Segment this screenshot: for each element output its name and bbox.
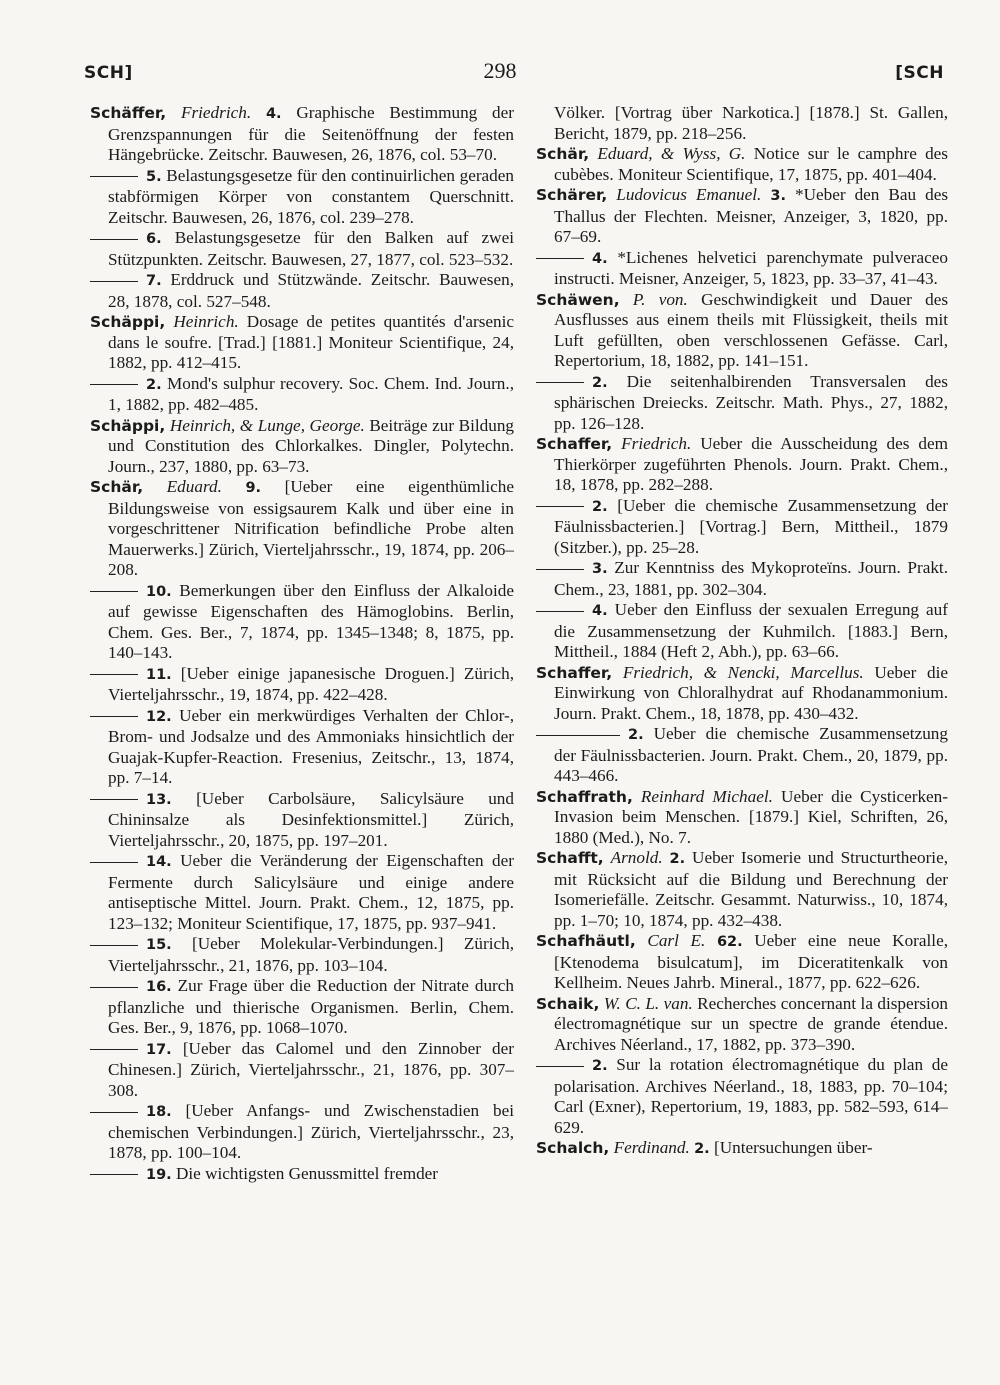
entry-number: 2. xyxy=(146,376,162,393)
bibliography-entry xyxy=(90,976,514,1039)
ditto-dash xyxy=(90,591,138,592)
entry-text: Belastungsgesetze für den Balken auf zwei Stützpunkten. Zeitschr. Bauwesen, 27, 1877, col. 523–532. xyxy=(108,228,514,269)
ditto-dash xyxy=(90,1174,138,1175)
entry-author: Schäppi, xyxy=(90,313,166,331)
bibliography-entry xyxy=(90,477,514,581)
entry-text: Ueber die Veränderung der Eigenschaften der Fermente durch Salicylsäure und einige andere antiseptische Mittel. Journ. Prakt. Chem., 12, 1875, pp. 123–132; Moniteur Scientifique, 17, 1875, pp. 937–941. xyxy=(108,851,514,933)
bibliography-entry xyxy=(536,600,948,663)
entry-given-name: Arnold. xyxy=(610,848,663,867)
entry-text: Beiträge zur Bildung und Constitution des Chlorkalkes. Dingler, Polytechn. Journ., 237, 1880, pp. 63–73. xyxy=(108,415,515,476)
right-column xyxy=(536,103,948,1160)
ditto-dash xyxy=(90,987,138,988)
entry-number: 2. xyxy=(628,727,644,743)
entry-author: Schaffer, xyxy=(536,663,613,682)
ditto-dash xyxy=(90,716,138,717)
entry-text: Notice sur le camphre des cubèbes. Moniteur Scientifique, 17, 1875, pp. 401–404. xyxy=(554,144,948,184)
bibliography-entry xyxy=(90,934,514,976)
entry-text: Bemerkungen über den Einfluss der Alkaloide auf gewisse Eigenschaften des Hämoglobins. Berlin, Chem. Ges. Ber., 7, 1874, pp. 1345–1348; 8, 1875, pp. 140–143. xyxy=(108,580,514,662)
entry-text: Ueber die chemische Zusammensetzung der Fäulnissbacterien. Journ. Prakt. Chem., 20, 1879, pp. 443–466. xyxy=(554,724,948,785)
entry-given-name: Ludovicus Emanuel. xyxy=(616,185,762,204)
ditto-dash xyxy=(536,611,584,612)
bibliography-entry xyxy=(536,787,948,849)
page-number: 298 xyxy=(483,58,517,83)
entry-number: 5. xyxy=(146,168,162,185)
entry-number: 11. xyxy=(146,666,172,683)
entry-given-name: P. von. xyxy=(632,289,688,309)
bibliography-entry xyxy=(536,931,948,994)
bibliography-entry xyxy=(90,1039,514,1102)
ditto-dash xyxy=(536,735,620,736)
bibliography-entry xyxy=(90,312,514,374)
bibliography-entry xyxy=(536,1138,948,1160)
bibliography-entry xyxy=(90,270,514,312)
entry-text: [Ueber das Calomel und den Zinnober der Chinesen.] Zürich, Vierteljahrsschr., 21, 1876, pp. 307–308. xyxy=(108,1038,515,1100)
entry-number: 10. xyxy=(146,583,172,600)
entry-author: Schäwen, xyxy=(536,290,620,309)
bibliography-entry xyxy=(536,434,948,496)
entry-number: 2. xyxy=(592,374,608,391)
entry-author: Schafft, xyxy=(536,849,604,867)
ditto-dash xyxy=(90,674,138,675)
entry-number: 3. xyxy=(592,561,608,577)
entry-given-name: Heinrich, & Lunge, George. xyxy=(169,415,365,435)
entry-author: Schaik, xyxy=(536,994,600,1013)
entry-author: Schär, xyxy=(536,145,590,163)
entry-number: 62. xyxy=(716,934,743,950)
entry-author: Schäppi, xyxy=(90,416,166,435)
ditto-dash xyxy=(90,1049,138,1050)
entry-number: 19. xyxy=(146,1166,172,1183)
entry-number: 4. xyxy=(592,250,608,267)
entry-number: 2. xyxy=(592,498,608,515)
entry-text: Ueber die Einwirkung von Chloralhydrat auf Rhodanammonium. Journ. Prakt. Chem., 18, 1878, pp. 430–432. xyxy=(554,662,948,723)
entry-number: 2. xyxy=(592,1058,608,1074)
entry-number: 18. xyxy=(146,1104,172,1120)
entry-given-name: Friedrich. xyxy=(621,434,692,453)
entry-given-name: W. C. L. van. xyxy=(603,993,693,1013)
entry-number: 13. xyxy=(146,791,172,808)
entry-author: Schalch, xyxy=(536,1139,610,1157)
bibliography-entry xyxy=(536,663,948,725)
entry-given-name: Reinhard Michael. xyxy=(640,786,773,806)
entry-text: Recherches concernant la dispersion électromagnétique sur un spectre de grande étendue. Archives Néerland., 17, 1882, pp. 373–390. xyxy=(554,993,949,1054)
entry-number: 12. xyxy=(146,708,172,725)
bibliography-entry xyxy=(90,103,514,166)
ditto-dash xyxy=(90,176,138,177)
entry-text: [Ueber einige japanesische Droguen.] Zürich, Vierteljahrsschr., 19, 1874, pp. 422–428. xyxy=(108,663,514,704)
entry-author: Schaffrath, xyxy=(536,787,633,806)
ditto-dash xyxy=(536,1066,584,1067)
entry-text: *Ueber den Bau des Thallus der Flechten. Meisner, Anzeiger, 3, 1820, pp. 67–69. xyxy=(554,185,949,246)
bibliography-entry xyxy=(536,848,948,931)
entry-text: Belastungsgesetze für den continuirlichen geraden stabförmigen Körper von constantem Querschnitt. Zeitschr. Bauwesen, 26, 1876, col. 239–278. xyxy=(108,165,514,227)
entry-text: [Ueber die chemische Zusammensetzung der Fäulnissbacterien.] [Vortrag.] Bern, Mittheil., 1879 (Sitzber.), pp. 25–28. xyxy=(554,495,949,557)
entry-text: Zur Kenntniss des Mykoproteïns. Journ. Prakt. Chem., 23, 1881, pp. 302–304. xyxy=(554,558,948,599)
entry-number: 15. xyxy=(146,937,172,953)
entry-text: Ueber den Einfluss der sexualen Erregung auf die Zusammensetzung der Kuhmilch. [1883.] Bern, Mittheil., 1884 (Heft 2, Abh.), pp. 63–66. xyxy=(554,600,948,661)
bibliography-entry xyxy=(536,103,948,144)
entry-number: 2. xyxy=(694,1141,710,1157)
entry-text: Dosage de petites quantités d'arsenic dans le soufre. [Trad.] [1881.] Moniteur Scientifique, 24, 1882, pp. 412–415. xyxy=(108,312,515,372)
bibliography-entry xyxy=(536,558,948,600)
entry-text: Ueber ein merkwürdiges Verhalten der Chlor-, Brom- und Jodsalze und des Ammoniaks hinsichtlich der Guajak-Kupfer-Reaction. Fresenius, Zeitschr., 13, 1874, pp. 7–14. xyxy=(108,705,515,787)
bibliography-entry xyxy=(536,994,948,1056)
bibliography-entry xyxy=(90,1101,514,1164)
bibliography-entry xyxy=(536,290,948,372)
entry-text: Mond's sulphur recovery. Soc. Chem. Ind. Journ., 1, 1882, pp. 482–485. xyxy=(108,373,514,414)
entry-given-name: Friedrich. xyxy=(180,103,252,122)
entry-number: 9. xyxy=(245,480,262,496)
bibliography-entry xyxy=(536,248,948,290)
entry-author: Schaffer, xyxy=(536,435,613,453)
entry-text: Geschwindigkeit und Dauer des Ausflusses aus einem theils mit Flüssigkeit, theils mit Luft gefüllten, oben verschlossenen Gefässe. Carl, Repertorium, 18, 1882, pp. 141–151. xyxy=(554,289,949,370)
bibliography-entry xyxy=(90,664,514,706)
entry-given-name: Eduard. xyxy=(166,477,222,496)
entry-text: [Ueber Carbolsäure, Salicylsäure und Chininsalze als Desinfektionsmittel.] Zürich, Vierteljahrsschr., 20, 1875, pp. 197–201. xyxy=(108,788,514,850)
ditto-dash xyxy=(90,1112,138,1113)
ditto-dash xyxy=(536,506,584,507)
entry-text: [Ueber Anfangs- und Zwischenstadien bei chemischen Verbindungen.] Zürich, Vierteljahrsschr., 23, 1878, pp. 100–104. xyxy=(108,1101,514,1162)
ditto-dash xyxy=(90,799,138,800)
bibliography-entry xyxy=(90,789,514,852)
running-head-right: [SCH xyxy=(895,63,944,83)
entry-number: 16. xyxy=(146,979,172,995)
entry-number: 7. xyxy=(146,273,162,289)
entry-text: Völker. [Vortrag über Narkotica.] [1878.] St. Gallen, Bericht, 1879, pp. 218–256. xyxy=(554,103,948,143)
bibliography-entry xyxy=(90,706,514,789)
entry-text: Graphische Bestimmung der Grenzspannungen für die Seitenöffnung der festen Hängebrücke. Zeitschr. Bauwesen, 26, 1876, col. 53–70. xyxy=(108,103,514,164)
entry-number: 6. xyxy=(146,231,162,247)
ditto-dash xyxy=(536,382,584,383)
entry-text: Ueber Isomerie und Structurtheorie, mit Rücksicht auf die Bildung und Berechnung der Isomeriefälle. Zeitschr. Gesammt. Naturwiss., 10, 1874, pp. 1–70; 10, 1874, pp. 432–438. xyxy=(554,848,948,930)
ditto-dash xyxy=(90,384,138,385)
bibliography-entry xyxy=(90,166,514,229)
ditto-dash xyxy=(90,862,138,863)
running-head-left: SCH] xyxy=(84,63,133,83)
ditto-dash xyxy=(90,945,138,946)
entry-text: [Untersuchungen über- xyxy=(714,1138,873,1157)
entry-text: Erddruck und Stützwände. Zeitschr. Bauwesen, 28, 1878, col. 527–548. xyxy=(108,270,515,311)
bibliography-entry xyxy=(90,416,514,478)
entry-text: Die wichtigsten Genussmittel fremder xyxy=(175,1163,439,1183)
bibliography-entry xyxy=(536,185,948,248)
entry-number: 17. xyxy=(146,1041,172,1058)
entry-number: 4. xyxy=(265,106,282,122)
entry-number: 3. xyxy=(770,188,786,204)
entry-given-name: Ferdinand. xyxy=(613,1138,690,1157)
entry-text: [Ueber eine eigenthümliche Bildungsweise von essigsaurem Kalk und über eine in vorgeschrittener Nitrification befindliche Probe alten Mauerwerks.] Zürich, Vierteljahrsschr., 19, 1874, pp. 206–208. xyxy=(108,477,515,579)
entry-author: Schafhäutl, xyxy=(536,932,636,950)
entry-text: [Ueber Molekular-Verbindungen.] Zürich, Vierteljahrsschr., 21, 1876, pp. 103–104. xyxy=(108,934,514,975)
entry-text: Zur Frage über die Reduction der Nitrate durch pflanzliche und thierische Organismen. Berlin, Chem. Ges. Ber., 9, 1876, pp. 1068–1070. xyxy=(108,976,514,1037)
bibliography-entry xyxy=(536,144,948,185)
entry-text: Sur la rotation électromagnétique du plan de polarisation. Archives Néerland., 18, 1883, pp. 70–104; Carl (Exner), Repertorium, 19, 1883, pp. 582–593, 614–629. xyxy=(554,1055,948,1137)
entry-text: *Lichenes helvetici parenchymate pulveraceo instructi. Meisner, Anzeiger, 5, 1823, pp. 33–37, 41–43. xyxy=(554,247,948,288)
bibliography-entry xyxy=(90,374,514,416)
entry-given-name: Carl E. xyxy=(647,931,706,950)
entry-text: Ueber eine neue Koralle, [Ktenodema bisulcatum], im Diceratitenkalk von Kellheim. Neues Jahrb. Mineral., 1877, pp. 622–626. xyxy=(554,931,949,992)
bibliography-entry xyxy=(536,372,948,435)
bibliography-entry xyxy=(90,228,514,270)
entry-text: Ueber die Cysticerken-Invasion beim Menschen. [1879.] Kiel, Schriften, 26, 1880 (Med.), No. 7. xyxy=(554,786,948,847)
bibliography-entry xyxy=(536,496,948,559)
bibliography-entry xyxy=(90,581,514,664)
entry-given-name: Friedrich, & Nencki, Marcellus. xyxy=(622,662,864,682)
bibliography-entry xyxy=(90,851,514,934)
ditto-dash xyxy=(536,569,584,570)
ditto-dash xyxy=(90,281,138,282)
left-column xyxy=(90,103,514,1185)
entry-given-name: Heinrich. xyxy=(173,312,239,331)
bibliography-entry xyxy=(90,1164,514,1186)
entry-text: Die seitenhalbirenden Transversalen des sphärischen Dreiecks. Zeitschr. Math. Phys., 27, 1882, pp. 126–128. xyxy=(554,371,948,433)
bibliography-entry xyxy=(536,1055,948,1138)
entry-number: 2. xyxy=(669,851,686,867)
entry-number: 4. xyxy=(592,603,608,619)
entry-given-name: Eduard, & Wyss, G. xyxy=(597,144,746,163)
entry-author: Schäffer, xyxy=(90,104,167,122)
ditto-dash xyxy=(90,239,138,240)
ditto-dash xyxy=(536,258,584,259)
bibliography-entry xyxy=(536,724,948,787)
entry-number: 14. xyxy=(146,854,172,870)
entry-text: Ueber die Ausscheidung des dem Thierkörper zugeführten Phenols. Journ. Prakt. Chem., 18, 1878, pp. 282–288. xyxy=(554,434,948,494)
entry-author: Schär, xyxy=(90,478,144,496)
entry-author: Schärer, xyxy=(536,186,608,204)
